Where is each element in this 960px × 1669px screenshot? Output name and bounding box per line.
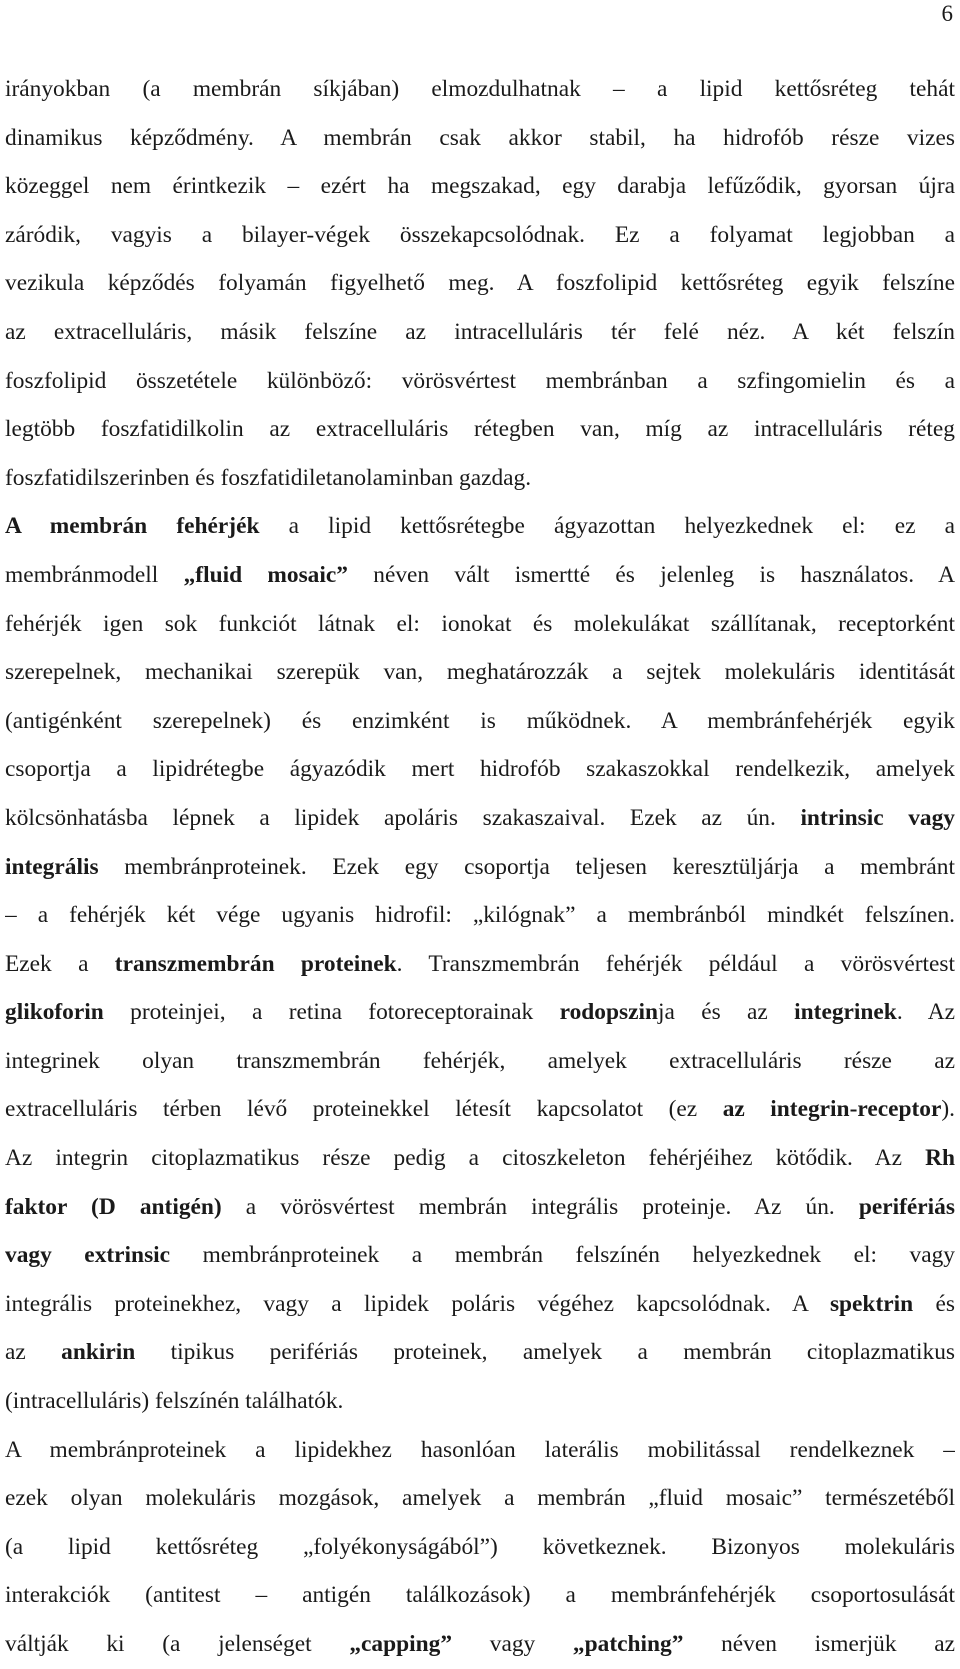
text-segment: kölcsönhatásba lépnek a lipidek apoláris szakaszaival. Ezek az ún.	[5, 804, 801, 831]
bold-term: ankirin	[61, 1339, 136, 1366]
text-segment: ).	[941, 1096, 955, 1123]
bold-term: intrinsic vagy	[800, 804, 955, 831]
text-segment: irányokban (a membrán síkjában) elmozdulhatnak – a lipid kettősréteg tehát	[5, 76, 955, 102]
text-line	[5, 1328, 955, 1377]
text-line	[5, 162, 955, 211]
text-line	[5, 1377, 955, 1426]
text-line	[5, 940, 955, 989]
text-line	[5, 1183, 955, 1232]
text-line	[5, 551, 955, 600]
text-line	[5, 648, 955, 697]
text-segment: membránproteinek. Ezek egy csoportja teljesen keresztüljárja a membránt	[98, 853, 955, 880]
text-segment: az extracelluláris, másik felszíne az intracelluláris tér felé néz. A két felszín	[5, 318, 955, 345]
text-line	[5, 114, 955, 163]
bold-term: glikoforin	[5, 999, 104, 1026]
text-segment: proteinjei, a retina fotoreceptorainak	[103, 999, 560, 1026]
bold-term: „fluid mosaic”	[183, 561, 348, 588]
bold-term: az integrin-receptor	[722, 1096, 942, 1123]
text-segment: néven vált ismertté és jelenleg is használatos. A	[347, 561, 955, 588]
text-line	[5, 502, 955, 551]
bold-term: „patching”	[572, 1631, 684, 1657]
text-segment: (a lipid kettősréteg „folyékonyságából”) következnek. Bizonyos molekuláris	[5, 1533, 955, 1560]
text-segment: Ezek a	[5, 950, 115, 977]
text-segment: vagy	[452, 1631, 573, 1657]
text-segment: integrinek olyan transzmembrán fehérjék, amelyek extracelluláris része az	[5, 1047, 955, 1074]
text-segment: közeggel nem érintkezik – ezért ha megszakad, egy darabja lefűződik, gyorsan újra	[5, 173, 955, 200]
bold-term: „capping”	[349, 1631, 453, 1657]
text-segment: ja és az	[657, 999, 795, 1026]
text-line	[5, 600, 955, 649]
text-segment: membránmodell	[5, 561, 184, 588]
text-segment: és	[913, 1290, 955, 1317]
text-line	[5, 454, 955, 503]
text-line	[5, 891, 955, 940]
text-segment: (intracelluláris) felszínén találhatók.	[5, 1388, 344, 1415]
text-segment: . Transzmembrán fehérjék például a vörösvértest	[396, 950, 955, 977]
bold-term: Rh	[925, 1145, 955, 1172]
text-segment: néven ismerjük az	[683, 1631, 955, 1657]
text-line	[5, 211, 955, 260]
text-segment: (antigénként szerepelnek) és enzimként is működnek. A membránfehérjék egyik	[5, 707, 955, 734]
text-segment: a vörösvértest membrán integrális proteinje. Az ún.	[221, 1193, 859, 1220]
text-line	[5, 1571, 955, 1620]
text-segment: – a fehérjék két vége ugyanis hidrofil: „kilógnak” a membránból mindkét felszínen.	[5, 902, 955, 929]
text-segment: A membránproteinek a lipidekhez hasonlóan laterális mobilitással rendelkeznek –	[5, 1436, 955, 1463]
text-segment: Az integrin citoplazmatikus része pedig a citoszkeleton fehérjéihez kötődik. Az	[5, 1145, 926, 1172]
text-line	[5, 405, 955, 454]
bold-term: faktor (D antigén)	[5, 1193, 222, 1220]
text-line	[5, 259, 955, 308]
text-segment: . Az	[896, 999, 955, 1026]
text-line	[5, 1134, 955, 1183]
text-line	[5, 988, 955, 1037]
text-segment: membránproteinek a membrán felszínén helyezkednek el: vagy	[170, 1242, 955, 1269]
text-segment: legtöbb foszfatidilkolin az extracelluláris rétegben van, míg az intracelluláris réteg	[5, 416, 955, 443]
text-segment: tipikus perifériás proteinek, amelyek a membrán citoplazmatikus	[135, 1339, 955, 1366]
text-line	[5, 794, 955, 843]
text-segment: interakciók (antitest – antigén találkozások) a membránfehérjék csoportosulását	[5, 1582, 955, 1609]
bold-term: A membrán fehérjék	[5, 513, 260, 540]
text-segment: dinamikus képződmény. A membrán csak akkor stabil, ha hidrofób része vizes	[5, 124, 955, 151]
text-segment: fehérjék igen sok funkciót látnak el: ionokat és molekulákat szállítanak, receptorként	[5, 610, 955, 637]
text-line	[5, 1620, 955, 1669]
bold-term: rodopszin	[559, 999, 658, 1026]
text-segment: foszfolipid összetétele különböző: vörösvértest membránban a szfingomielin és a	[5, 367, 955, 394]
bold-term: spektrin	[829, 1290, 914, 1317]
text-segment: szerepelnek, mechanikai szerepük van, meghatározzák a sejtek molekuláris identitását	[5, 659, 955, 686]
text-line	[5, 1037, 955, 1086]
text-line	[5, 1426, 955, 1475]
text-line	[5, 1231, 955, 1280]
text-line	[5, 745, 955, 794]
text-segment: váltják ki (a jelenséget	[5, 1631, 350, 1657]
text-line	[5, 1280, 955, 1329]
text-line	[5, 65, 955, 114]
body-text	[5, 65, 955, 1669]
text-line	[5, 1085, 955, 1134]
text-segment: az	[5, 1339, 62, 1366]
text-line	[5, 308, 955, 357]
text-segment: a lipid kettősrétegbe ágyazottan helyezkednek el: ez a	[259, 513, 955, 540]
text-line	[5, 1474, 955, 1523]
bold-term: perifériás	[858, 1193, 955, 1220]
text-segment: ezek olyan molekuláris mozgások, amelyek a membrán „fluid mosaic” természetéből	[5, 1485, 955, 1512]
text-segment: vezikula képződés folyamán figyelhető meg. A foszfolipid kettősréteg egyik felszíne	[5, 270, 955, 297]
text-segment: integrális proteinekhez, vagy a lipidek poláris végéhez kapcsolódnak. A	[5, 1290, 830, 1317]
text-line	[5, 843, 955, 892]
text-line	[5, 1523, 955, 1572]
text-line	[5, 697, 955, 746]
text-segment: záródik, vagyis a bilayer-végek összekapcsolódnak. Ez a folyamat legjobban a	[5, 221, 955, 248]
bold-term: vagy extrinsic	[5, 1242, 171, 1269]
text-segment: csoportja a lipidrétegbe ágyazódik mert hidrofób szakaszokkal rendelkezik, amelyek	[5, 756, 955, 783]
bold-term: integrinek	[794, 999, 897, 1026]
page-number: 6	[941, 1, 953, 26]
text-segment: extracelluláris térben lévő proteinekkel létesít kapcsolatot (ez	[5, 1096, 723, 1123]
text-segment: foszfatidilszerinben és foszfatidiletanolaminban gazdag.	[5, 464, 532, 491]
bold-term: integrális	[5, 853, 99, 880]
text-line	[5, 357, 955, 406]
bold-term: transzmembrán proteinek	[114, 950, 397, 977]
